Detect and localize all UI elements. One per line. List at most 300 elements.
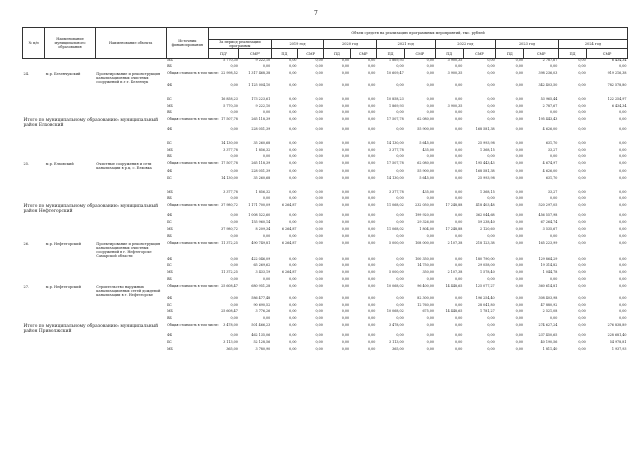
total-label: Итого по муниципальному образованию: муниципальный район Нефтегорский [23,204,159,215]
value-cell: 2 120,60 [479,227,495,231]
value-cell: 520 297,05 [538,203,558,208]
value-cell: 173 223,61 [251,96,271,101]
table-row [23,242,628,258]
value-cell: 0,00 [426,83,434,88]
value-cell: 0,00 [454,189,463,194]
object-cell: Строительство наружных канализационных сетей дождевой канализации в г. Нефтегорске [96,284,161,297]
municipality-cell [45,278,96,285]
row-number [23,105,45,112]
value-cell: 0,00 [396,169,404,174]
value-cell: 0,00 [578,277,586,282]
value-cell: 0,00 [578,283,586,288]
municipality-cell [45,317,96,324]
value-cell: 0,00 [315,96,323,101]
header-source: Источник финансирования [166,28,208,59]
value-cell: 218 123,38 [475,240,495,245]
value-cell: 0,00 [289,302,297,307]
value-cell: 0,00 [426,316,434,321]
value-cell: 0,00 [578,233,586,238]
value-cell: 435,00 [422,147,434,152]
value-cell: 0,00 [578,189,586,194]
object-cell [95,59,166,66]
value-cell: 0,00 [515,270,523,275]
value-cell: 0,00 [515,346,523,351]
value-cell: 0,00 [315,333,323,338]
row-number [23,177,45,184]
municipality-cell [45,98,96,105]
value-cell: 0,00 [619,240,627,245]
header-pd: ПД [496,49,524,59]
value-cell: 342 403,50 [538,83,558,88]
value-cell: 0,00 [368,240,376,245]
value-cell: 0,00 [619,176,627,181]
value-cell: 11 372,25 [221,240,238,245]
municipality-cell [45,105,96,112]
value-cell: 0,00 [578,256,586,261]
municipality-cell [45,197,96,204]
total-label: Итого по муниципальному образованию: муниципальный район Елховский [23,118,159,129]
row-number [23,221,45,228]
value-cell: 1 937,93 [611,346,627,351]
value-cell: 0,00 [426,340,434,344]
object-cell [95,149,166,156]
value-cell: 0,00 [515,96,523,101]
municipality-cell [45,348,96,355]
value-cell: 0,00 [315,189,323,194]
value-cell: 0,00 [289,233,297,238]
value-cell: 0,00 [550,154,558,159]
source-cell: БС [167,263,172,268]
value-cell: 0,00 [619,117,627,122]
value-cell: 0,00 [454,346,463,351]
value-cell: 0,00 [289,295,297,300]
value-cell: 47 880,92 [540,302,558,307]
value-cell: 12 760,00 [417,302,434,307]
value-cell: 782 578,80 [607,83,627,88]
table-row [23,142,628,149]
value-cell: 6 264,87 [281,203,297,208]
table-row [23,228,628,235]
value-cell: 0,00 [315,176,323,181]
object-cell [95,258,166,265]
value-cell: 0,00 [396,233,404,238]
header-pd: ПД [324,49,350,59]
value-cell: 0,00 [368,189,376,194]
value-cell: 0,00 [426,64,434,69]
value-cell: 0,00 [315,256,323,261]
value-cell: 2 107,38 [447,240,463,245]
value-cell: 0,00 [368,154,376,159]
object-cell [95,304,166,311]
value-cell: 0,00 [550,110,558,115]
value-cell: 0,00 [289,169,297,174]
value-cell: 0,00 [341,256,350,261]
value-cell: 0,00 [315,227,323,231]
object-cell: Проектирование и реконструкция канализационных очистных сооружений п.г.т. Безенчук [96,72,161,85]
value-cell: 0,00 [454,316,463,321]
value-cell: 0,00 [396,196,404,201]
value-cell: 1 317 468,38 [248,71,271,76]
object-cell [95,317,166,324]
value-cell: 919 216,38 [607,71,627,76]
value-cell: 0,00 [619,213,627,218]
row-number [23,317,45,324]
source-cell: ФБ [167,213,173,218]
value-cell: 0,00 [368,346,376,351]
row-number [23,135,45,142]
value-cell: 17 507,78 [221,117,238,122]
row-number [23,84,45,91]
value-cell: 0,00 [515,110,523,115]
value-cell: 0,00 [487,117,495,122]
source-cell: БС [167,340,172,344]
municipality-cell [45,221,96,228]
value-cell: 0,00 [426,58,434,63]
value-cell: 0,00 [578,270,586,275]
table-row [23,72,628,84]
value-cell: 0,00 [578,316,586,321]
object-cell [95,105,166,112]
source-cell: Общая стоимость в том числе: [167,323,219,328]
source-cell: МБ [167,147,173,152]
value-cell: 0,00 [396,83,404,88]
row-number [23,271,45,278]
row-number [23,297,45,304]
value-cell: 40 190,56 [540,340,558,344]
source-cell: МБ [167,346,173,351]
value-cell: 0,00 [454,161,463,166]
value-cell: 0,00 [515,309,523,314]
source-cell: Общая стоимость в том числе: [167,117,219,122]
value-cell: 0,00 [619,203,627,208]
value-cell: 165 223,99 [538,240,558,245]
value-cell: 0,00 [368,316,376,321]
value-cell: 228 051,39 [251,169,271,174]
value-cell: 0,00 [368,71,376,76]
value-cell: 195 443,43 [475,161,495,166]
value-cell: 6 434,34 [611,103,627,108]
value-cell: 6 264,87 [281,270,297,275]
object-cell [95,191,166,198]
value-cell: 0,00 [341,140,350,145]
municipality-cell: м.р. Безенчукский [45,72,81,77]
value-cell: 10 068,02 [386,309,404,314]
value-cell: 0,00 [368,295,376,300]
value-cell: 0,00 [426,96,434,101]
value-cell: 0,00 [515,176,523,181]
header-smr: СМР² [239,49,271,59]
value-cell: 0,00 [487,96,495,101]
value-cell: 0,00 [515,127,523,132]
value-cell: 196 254,40 [475,295,495,300]
source-cell: ВБ [167,316,172,321]
municipality-cell [45,214,96,221]
value-cell: 0,00 [341,333,350,338]
value-cell: 0,00 [454,340,463,344]
value-cell: 1 368,15 [479,147,495,152]
value-cell: 0,00 [515,340,523,344]
row-number [23,142,45,149]
value-cell: 82 300,00 [417,295,434,300]
value-cell: 0,00 [578,58,586,63]
municipality-cell: м.р. Елховский [45,162,74,167]
row-number: 25. [23,162,30,167]
value-cell: 0,00 [454,127,463,132]
value-cell: 228 681,40 [607,333,627,338]
municipality-cell [45,235,96,242]
value-cell: 0,00 [230,64,238,69]
value-cell: 0,00 [619,161,627,166]
value-cell: 96 400,00 [417,283,434,288]
value-cell: 0,00 [578,64,586,69]
value-cell: 0,00 [341,240,350,245]
municipality-cell [45,111,96,118]
value-cell: 675,00 [422,309,434,314]
source-cell: БС [167,140,172,145]
value-cell: 0,00 [289,176,297,181]
municipality-cell [45,155,96,162]
value-cell: 0,00 [341,189,350,194]
value-cell: 0,00 [315,323,323,328]
value-cell: 456 557,98 [538,213,558,218]
table-row [23,149,628,156]
program-funding-table [22,27,628,355]
value-cell: 0,00 [578,346,586,351]
value-cell: 0,00 [487,333,495,338]
value-cell: 232 050,00 [415,203,434,208]
source-cell: ВБ [167,233,172,238]
value-cell: 0,00 [368,64,376,69]
value-cell: 19 314,82 [540,263,558,268]
value-cell: 0,00 [550,196,558,201]
value-cell: 0,00 [341,233,350,238]
value-cell: 0,00 [315,316,323,321]
value-cell: 0,00 [368,213,376,218]
value-cell: 14 448,65 [445,283,463,288]
value-cell: 0,00 [396,263,404,268]
value-cell: 0,00 [396,220,404,225]
value-cell: 0,00 [341,64,350,69]
total-label: Итого по муниципальному образованию: муниципальный район Приволжский [23,324,159,335]
value-cell: 0,00 [454,140,463,145]
value-cell: 90 690,52 [253,302,271,307]
value-cell: 0,00 [578,176,586,181]
value-cell: 0,00 [341,127,350,132]
table-row [23,65,628,72]
value-cell: 2 107,38 [447,270,463,275]
value-cell: 11 372,25 [221,270,238,275]
value-cell: 0,00 [454,213,463,218]
table-row [23,214,628,221]
value-cell: 0,00 [315,283,323,288]
value-cell: 0,00 [262,196,271,201]
value-cell: 0,00 [315,154,323,159]
object-cell [95,214,166,221]
value-cell: 5 770,30 [223,103,238,108]
value-cell: 1 811,40 [542,346,558,351]
object-cell: Очистные сооружения и сети канализации в р.ц. с. Елховка [96,162,152,171]
value-cell: 17 507,78 [386,161,404,166]
value-cell: 14 448,65 [445,309,463,314]
value-cell: 0,00 [341,263,350,268]
header-year-2022: 2022 год [435,40,496,49]
value-cell: 0,00 [515,58,523,63]
header-smr: СМР [524,49,558,59]
value-cell: 0,00 [515,295,523,300]
value-cell: 6 434,34 [611,58,627,63]
object-cell [95,341,166,348]
row-number [23,258,45,265]
row-number [23,184,45,191]
value-cell: 0,00 [341,96,350,101]
value-cell: 0,00 [487,323,495,328]
table-row [23,191,628,198]
value-cell: 0,00 [550,64,558,69]
value-cell: 0,00 [426,110,434,115]
value-cell: 0,00 [289,161,297,166]
row-number: 26. [23,241,30,246]
value-cell: 3 776,26 [255,309,271,314]
municipality-cell [45,310,96,317]
value-cell: 3 478,00 [223,323,238,328]
value-cell: 0,00 [578,340,586,344]
value-cell: 0,00 [619,127,627,132]
table-row [23,304,628,311]
table-row [23,264,628,271]
row-number [23,149,45,156]
source-cell: МБ [167,103,173,108]
row-number [23,111,45,118]
value-cell: 276 838,89 [607,323,627,328]
value-cell: 0,00 [368,110,376,115]
row-number: 27. [23,284,30,289]
value-cell: 0,00 [289,127,297,132]
object-cell [95,111,166,118]
value-cell: 0,00 [368,333,376,338]
value-cell: 0,00 [515,161,523,166]
value-cell: 0,00 [341,58,350,63]
row-number [23,334,45,341]
value-cell: 17 248,88 [445,203,463,208]
municipality-cell [45,304,96,311]
value-cell: 0,00 [315,140,323,145]
header-smr: СМР [587,49,628,59]
table-row [23,348,628,355]
value-cell: 6 264,87 [281,227,297,231]
header-smr: СМР [298,49,324,59]
value-cell: 0,00 [230,277,238,282]
value-cell: 0,00 [289,110,297,115]
value-cell: 0,00 [515,140,523,145]
value-cell: 0,00 [368,263,376,268]
value-cell: 0,00 [454,220,463,225]
value-cell: 365,00 [392,346,404,351]
value-cell: 0,00 [230,154,238,159]
value-cell: 0,00 [426,277,434,282]
value-cell: 0,00 [515,283,523,288]
value-cell: 0,00 [341,270,350,275]
row-number [23,170,45,177]
value-cell: 0,00 [289,309,297,314]
value-cell: 0,00 [315,127,323,132]
table-row [23,111,628,118]
value-cell: 0,00 [619,295,627,300]
value-cell: 0,00 [578,203,586,208]
value-cell: 10 858,23 [386,96,404,101]
object-cell [95,310,166,317]
value-cell: 0,00 [487,64,495,69]
value-cell: 0,00 [230,263,238,268]
value-cell: 0,00 [262,154,271,159]
value-cell: 0,00 [289,189,297,194]
value-cell: 0,00 [315,203,323,208]
value-cell: 631,70 [545,140,558,145]
value-cell: 0,00 [578,263,586,268]
value-cell: 0,00 [341,203,350,208]
source-cell: ФБ [167,295,173,300]
value-cell: 14 750,00 [417,263,434,268]
table-row [23,84,628,91]
value-cell: 1 856,32 [255,147,271,152]
row-number [23,341,45,348]
value-cell: 0,00 [315,161,323,166]
municipality-cell [45,341,96,348]
value-cell: 2 521,08 [542,309,558,314]
value-cell: 0,00 [315,233,323,238]
row-number [23,264,45,271]
value-cell: 3 433,19 [255,270,271,275]
object-cell [95,348,166,355]
value-cell: 0,00 [315,103,323,108]
municipality-cell [45,264,96,271]
value-cell: 0,00 [341,71,350,76]
value-cell: 33,27 [547,189,558,194]
municipality-cell [45,271,96,278]
value-cell: 0,00 [426,196,434,201]
header-year-2021: 2021 год [376,40,435,49]
source-cell: ФБ [167,169,173,174]
value-cell: 0,00 [515,64,523,69]
value-cell: 0,00 [515,203,523,208]
table-row [23,334,628,341]
value-cell: 0,00 [289,64,297,69]
table-row [23,59,628,66]
value-cell: 0,00 [368,203,376,208]
header-year-2020: 2020 год [324,40,377,49]
value-cell: 0,00 [315,64,323,69]
value-cell: 0,00 [315,263,323,268]
value-cell: 0,00 [487,316,495,321]
value-cell: 0,00 [230,220,238,225]
object-cell [95,221,166,228]
value-cell: 1 044,78 [542,270,558,275]
value-cell: 29 058,00 [477,263,495,268]
value-cell: 0,00 [230,295,238,300]
table-row [23,221,628,228]
value-cell: 0,00 [262,110,271,115]
table-row [23,135,628,142]
total-row [23,118,628,128]
header-smr: СМР [350,49,376,59]
value-cell: 35 260,68 [253,176,271,181]
object-cell [95,177,166,184]
value-cell: 0,00 [426,154,434,159]
row-number [23,128,45,135]
value-cell: 0,00 [315,147,323,152]
value-cell: 4 626,00 [542,127,558,132]
municipality-cell [45,135,96,142]
value-cell: 0,00 [515,71,523,76]
